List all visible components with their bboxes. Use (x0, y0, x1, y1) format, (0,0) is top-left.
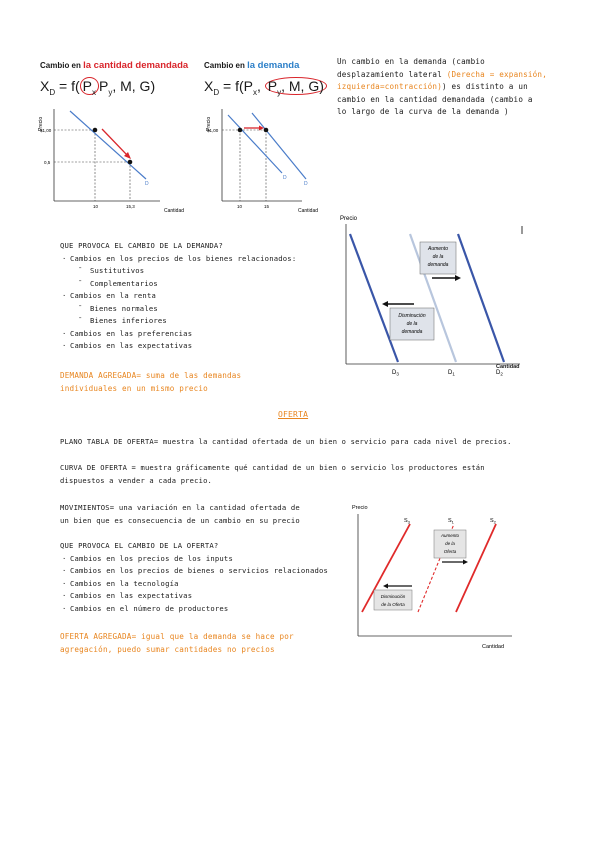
circled-py: $P_y$, M, G) (265, 77, 327, 95)
list-item: · Cambios en las expectativas (60, 590, 328, 603)
svg-text:10: 10 (237, 204, 243, 209)
svg-text:de la: de la (445, 541, 455, 546)
fig2-graph (204, 101, 334, 216)
fig1-equation: $X_D = f$( $P_x$ $P_y$, M, G) (40, 78, 156, 97)
supply-shift-list (60, 553, 328, 616)
fig4-label-s3: $S_3$ (404, 518, 410, 525)
list-item: · Cambios en la tecnología (60, 578, 328, 591)
list-item: · Cambios en el número de productores (60, 603, 328, 616)
fig1-xtick-1: 10 (93, 204, 99, 209)
fig4-label-s1: $S_1$ (448, 518, 454, 525)
svg-text:de la: de la (406, 321, 418, 327)
svg-text:de la: de la (432, 254, 444, 260)
svg-text:Disminución: Disminución (398, 313, 426, 319)
svg-text:Disminución: Disminución (380, 594, 406, 599)
fig2-xlabel: Cantidad (298, 208, 319, 214)
fig4-ylabel: Precio (352, 505, 368, 511)
list-item: · Cambios en las expectativas (60, 340, 296, 353)
list-item: ¯ Complementarios (60, 278, 296, 291)
fig4-xlabel: Cantidad (482, 644, 505, 650)
fig1-ytick-hi: $1,00 (40, 128, 52, 133)
fig3-ylabel: Precio (340, 216, 358, 222)
svg-text:D: D (283, 175, 287, 181)
svg-text:Aumento: Aumento (427, 246, 449, 252)
list-item: ¯ Bienes normales (60, 303, 296, 316)
fig4-label-s2: $S_2$ (490, 518, 496, 525)
list-item: · Cambios en las preferencias (60, 328, 296, 341)
fig2-ylabel: Precio (206, 116, 212, 131)
fig1-graph (40, 101, 200, 216)
aggregate-supply: OFERTA AGREGADA= igual que la demanda se hace por agregación, puedo sumar cantidades no precios (60, 632, 294, 654)
fig4-graph (352, 500, 522, 652)
list-item: · Cambios en los precios de bienes o servicios relacionados (60, 565, 328, 578)
fig3-label-d3: $D_3$ (392, 370, 399, 377)
fig2-ytick: $1,00 (207, 128, 219, 133)
fig1-ylabel: Precio (38, 116, 44, 131)
fig2-demand-curve-1 (228, 115, 282, 173)
figure-supply-shifts (352, 500, 522, 652)
figure-quantity-demanded (40, 56, 200, 216)
supply-shift-heading: QUE PROVOCA EL CAMBIO DE LA OFERTA? (60, 541, 219, 550)
svg-text:demanda: demanda (427, 262, 449, 268)
list-item: · Cambios en los precios de los inputs (60, 553, 328, 566)
figure-demand-change (204, 56, 334, 216)
aggregate-demand: DEMANDA AGREGADA= suma de las demandas individuales en un mismo precio (60, 371, 242, 393)
supply-curve-def: CURVA DE OFERTA = muestra gráficamente qué cantidad de un bien o servicio los productores están dispuestos a vender a cada precio. (60, 463, 485, 485)
fig1-point-a (93, 128, 98, 133)
fig1-xlabel: Cantidad (164, 208, 185, 214)
demand-shift-section (60, 240, 296, 353)
supply-schedule-def: PLANO TABLA DE OFERTA= muestra la cantidad ofertada de un bien o servicio para cada nivel de precios. (60, 437, 512, 446)
svg-text:15: 15 (264, 204, 270, 209)
svg-text:D: D (304, 181, 308, 187)
fig2-equation: $X_D = f(P_x$, $P_y$, M, G) (204, 78, 327, 97)
svg-text:de la Oferta: de la Oferta (381, 602, 405, 607)
fig1-title: Cambio en la cantidad demandada (40, 60, 189, 71)
fig2-title: Cambio en la demanda (204, 60, 300, 71)
figure-demand-shifts (338, 212, 533, 377)
fig3-label-d2: $D_2$ (496, 370, 503, 377)
fig3-curve-d2 (458, 234, 504, 362)
list-item: ¯ Bienes inferiores (60, 315, 296, 328)
svg-text:Aumento: Aumento (440, 533, 460, 538)
demand-shift-heading: QUE PROVOCA EL CAMBIO DE LA DEMANDA? (60, 241, 223, 250)
list-item: · Cambios en los precios de los bienes relacionados: (60, 253, 296, 266)
movements-def: MOVIMIENTOS= una variación en la cantidad ofertada de un bien que es consecuencia de un cambio en su precio (60, 503, 300, 525)
list-item: ¯ Sustitutivos (60, 265, 296, 278)
supply-shift-section (60, 540, 328, 615)
demand-shift-list (60, 253, 296, 266)
intro-paragraph: Un cambio en la demanda (cambio desplazamiento lateral (Derecha = expansión, izquierda=contracción)) es distinto a un cambio en la cantidad demandada (cambio a lo largo de la curva de la demanda ) (337, 57, 547, 116)
oferta-title: OFERTA (278, 410, 309, 419)
fig1-xtick-2: 15,3 (126, 204, 135, 209)
circled-px: $P_x$ (80, 77, 99, 95)
fig3-label-d1: $D_1$ (448, 370, 455, 377)
svg-text:Oferta: Oferta (443, 549, 457, 554)
fig3-graph (338, 212, 533, 377)
list-item: · Cambios en la renta (60, 290, 296, 303)
fig1-curve-label: D (145, 181, 149, 187)
fig1-ytick-lo: 0,5 (44, 160, 51, 165)
svg-text:demanda: demanda (401, 329, 423, 335)
fig3-curve-d3 (350, 234, 398, 362)
fig1-demand-curve (70, 111, 146, 179)
fig3-xlabel: Cantidad (496, 364, 520, 370)
fig1-point-b (128, 160, 133, 165)
